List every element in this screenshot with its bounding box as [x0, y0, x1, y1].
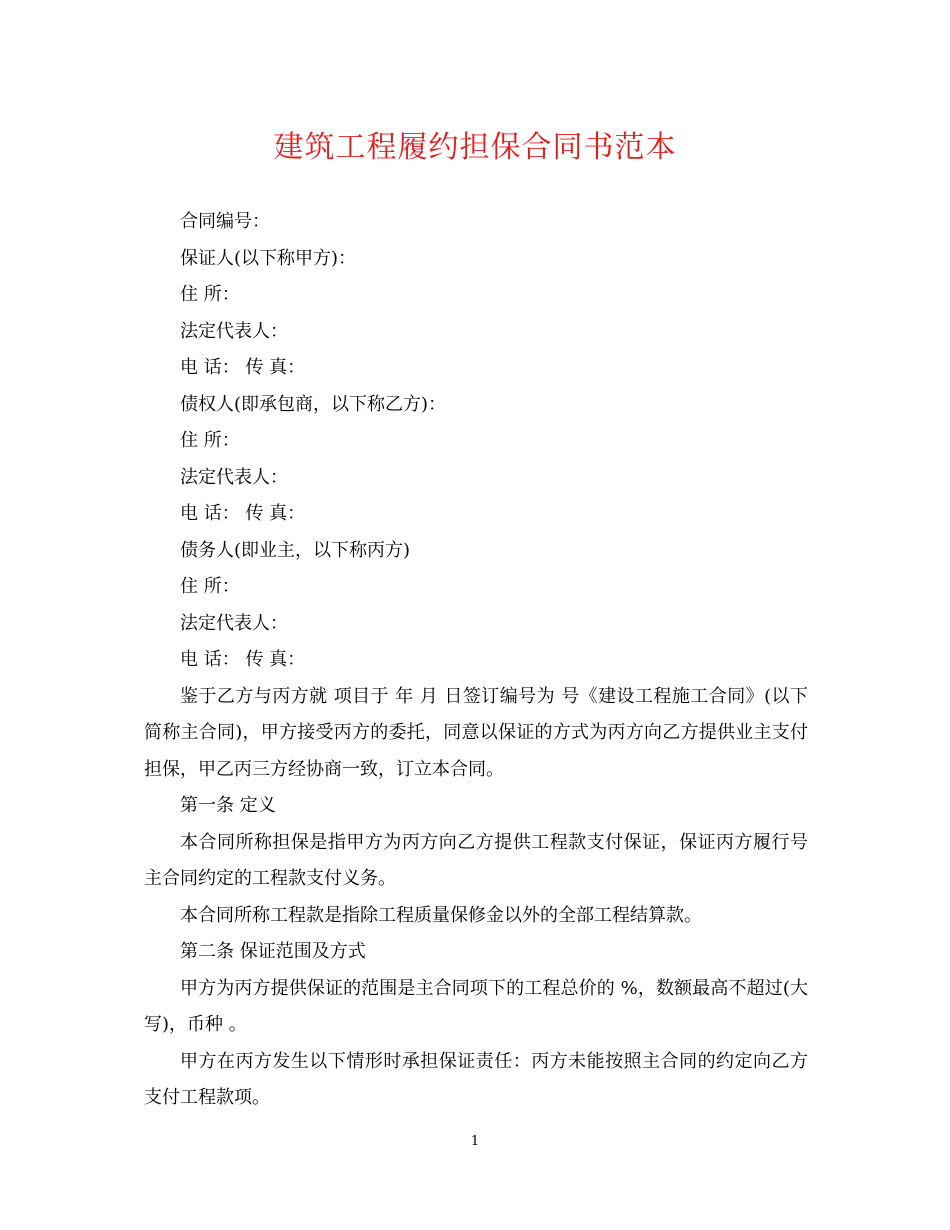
debtor-representative-line: 法定代表人：	[180, 612, 288, 634]
guarantor-phone-fax-line: 电 话： 传 真：	[180, 357, 306, 378]
guarantor-line: 保证人(以下称甲方)：	[180, 247, 357, 269]
document-body	[144, 204, 808, 1117]
document-title: 建筑工程履约担保合同书范本	[273, 130, 677, 165]
article-2-paragraph-2: 甲方在丙方发生以下情形时承担保证责任：丙方未能按照主合同的约定向乙方支付工程款项。	[144, 1050, 808, 1108]
debtor-line: 债务人(即业主，以下称丙方)	[180, 539, 411, 561]
creditor-line: 债权人(即承包商，以下称乙方)：	[180, 393, 447, 415]
article-2-heading: 第二条 保证范围及方式	[180, 941, 366, 962]
debtor-phone-fax-line: 电 话： 传 真：	[180, 649, 306, 670]
article-2-paragraph-1: 甲方为丙方提供保证的范围是主合同项下的工程总价的 %，数额最高不超过(大写)，币种 。	[144, 977, 808, 1035]
creditor-phone-fax-line: 电 话： 传 真：	[180, 503, 306, 524]
article-1-heading: 第一条 定义	[180, 795, 276, 816]
preamble-paragraph: 鉴于乙方与丙方就 项目于 年 月 日签订编号为 号《建设工程施工合同》(以下简称主合同)，甲方接受丙方的委托，同意以保证的方式为丙方向乙方提供业主支付担保，甲乙丙三方经协商一致，订立本合同。	[144, 685, 808, 780]
creditor-address-line: 住 所：	[180, 430, 240, 451]
debtor-address-line: 住 所：	[180, 576, 240, 597]
article-1-paragraph-1: 本合同所称担保是指甲方为丙方向乙方提供工程款支付保证，保证丙方履行号主合同约定的工程款支付义务。	[144, 831, 808, 889]
guarantor-address-line: 住 所：	[180, 284, 240, 305]
creditor-representative-line: 法定代表人：	[180, 466, 288, 488]
page-number: 1	[470, 1134, 480, 1149]
contract-number-line: 合同编号：	[180, 211, 270, 232]
article-1-paragraph-2: 本合同所称工程款是指除工程质量保修金以外的全部工程结算款。	[180, 904, 702, 926]
guarantor-representative-line: 法定代表人：	[180, 320, 288, 342]
